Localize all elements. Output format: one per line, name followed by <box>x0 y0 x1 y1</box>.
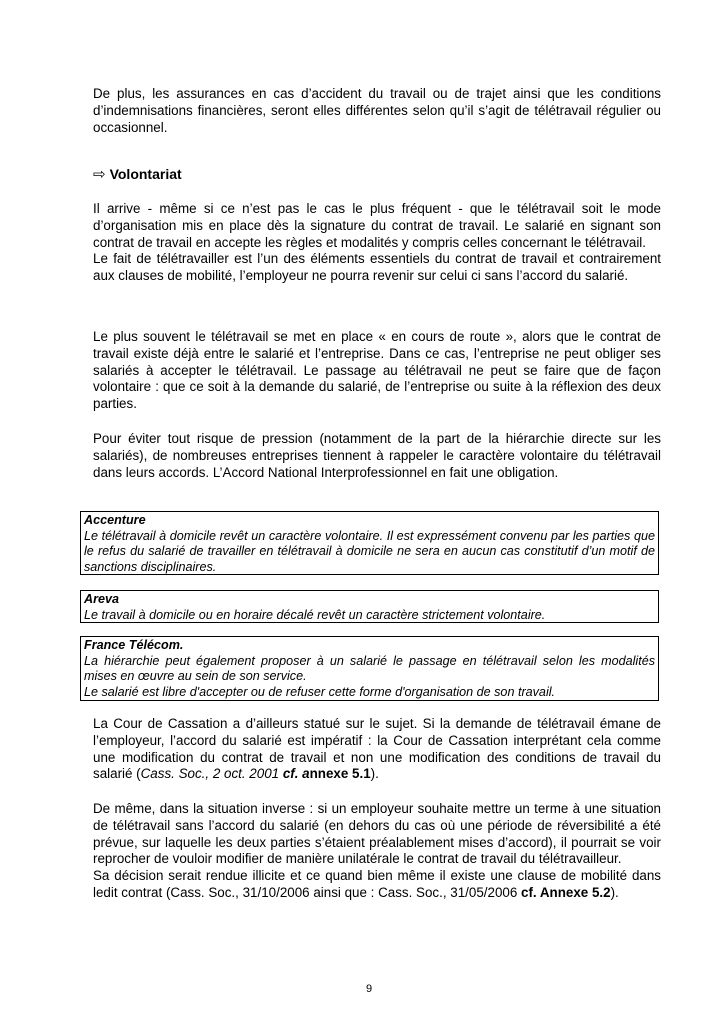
paragraph-assurances <box>93 86 661 136</box>
paragraph-text <box>93 716 661 783</box>
paragraph-text: De même, dans la situation inverse : si un employeur souhaite mettre un terme à une situation de télétravail sans l’accord du salarié (en dehors du cas où une période de réversibilité a été prévue, sur laquelle les deux parties s’étaient préalablement mises d’accord), il pourrait se voir reprocher de vouloir modifier de manière unilatérale le contrat de travail du télétravailleur. <box>93 801 661 867</box>
quote-box-title: Accenture <box>84 513 146 527</box>
paragraph-text: Il arrive - même si ce n’est pas le cas le plus fréquent - que le télétravail soit le mode d’organisation mis en place dès la signature du contrat de travail. Le salarié en signant son contrat de travail en accepte les règles et modalités y compris celles concernant le télétravail. <box>93 201 661 250</box>
paragraph-text-part: Sa décision serait rendue illicite et ce quand bien même il existe une clause de mobilité dans ledit contrat (Cass. Soc., 31/10/2006 ainsi que : Cass. Soc., 31/05/2006 <box>93 868 661 900</box>
paragraph-text-part: ). <box>370 766 379 782</box>
quote-box-text: Le télétravail à domicile revêt un caractère volontaire. Il est expressément convenu par les parties que le refus du salarié de travailler en télétravail à domicile ne sera en aucun cas constitutif d’un motif de sanctions disciplinaires. <box>84 528 655 574</box>
quote-box-accenture <box>80 511 659 575</box>
paragraph-text: Le plus souvent le télétravail se met en place « en cours de route », alors que le contrat de travail existe déjà entre le salarié et l’entreprise. Dans ce cas, l’entreprise ne peut obliger ses salariés à accepter le télétravail. Le passage au télétravail ne peut se faire que de façon volontaire : que ce soit à la demande du salarié, de l’entreprise ou suite à la réflexion des deux parties. <box>93 329 661 412</box>
page-number: 9 <box>365 983 373 995</box>
quote-box-france-telecom <box>80 636 659 701</box>
paragraph-situation-inverse <box>93 801 661 902</box>
paragraph-text: Le fait de télétravailler est l’un des éléments essentiels du contrat de travail et contrairement aux clauses de mobilité, l’employeur ne pourra revenir sur celui ci sans l’accord du salarié. <box>93 251 661 284</box>
annex-reference-label: nnexe 5.1 <box>309 766 371 782</box>
quote-box-title: Areva <box>84 592 120 606</box>
quote-box-title: France Télécom. <box>84 638 184 652</box>
right-arrow-icon: ⇨ <box>93 166 106 183</box>
quote-box-areva <box>80 590 659 623</box>
paragraph-text-part: ). <box>610 884 619 900</box>
annex-reference: cf. Annexe 5.2 <box>521 884 611 900</box>
quote-box-text: La hiérarchie peut également proposer à un salarié le passage en télétravail selon les modalités mises en œuvre au sein de son service. <box>84 653 655 684</box>
paragraph-text-part: La Cour de Cassation a d’ailleurs statué sur le sujet. Si la demande de télétravail émane de l’employeur, l’accord du salarié est impératif : la Cour de Cassation interprétant cela comme une modification du contrat de travail et non une modification des conditions de travail du salarié ( <box>93 716 661 782</box>
paragraph-en-cours-de-route <box>93 329 661 413</box>
quote-box-text: Le salarié est libre d'accepter ou de refuser cette forme d'organisation de son travail. <box>84 684 556 699</box>
quote-box-text: Le travail à domicile ou en horaire décalé revêt un caractère strictement volontaire. <box>84 607 546 622</box>
section-heading-label: Volontariat <box>109 166 182 182</box>
paragraph-pression <box>93 431 661 481</box>
section-heading-volontariat <box>93 165 182 183</box>
paragraph-cour-de-cassation <box>93 716 661 783</box>
citation-text: Cass. Soc., 2 oct. 2001 <box>140 766 280 782</box>
paragraph-text <box>93 868 661 902</box>
paragraph-text: Pour éviter tout risque de pression (notamment de la part de la hiérarchie directe sur les salariés), de nombreuses entreprises tiennent à rappeler le caractère volontaire du télétravail dans leurs accords. L’Accord National Interprofessionnel en fait une obligation. <box>93 431 661 480</box>
paragraph-text: De plus, les assurances en cas d’accident du travail ou de trajet ainsi que les conditions d’indemnisations financières, seront elles différentes selon qu’il s’agit de télétravail régulier ou occasionnel. <box>93 86 661 135</box>
annex-reference-cf: cf. a <box>282 766 310 782</box>
paragraph-mode-organisation <box>93 201 661 285</box>
